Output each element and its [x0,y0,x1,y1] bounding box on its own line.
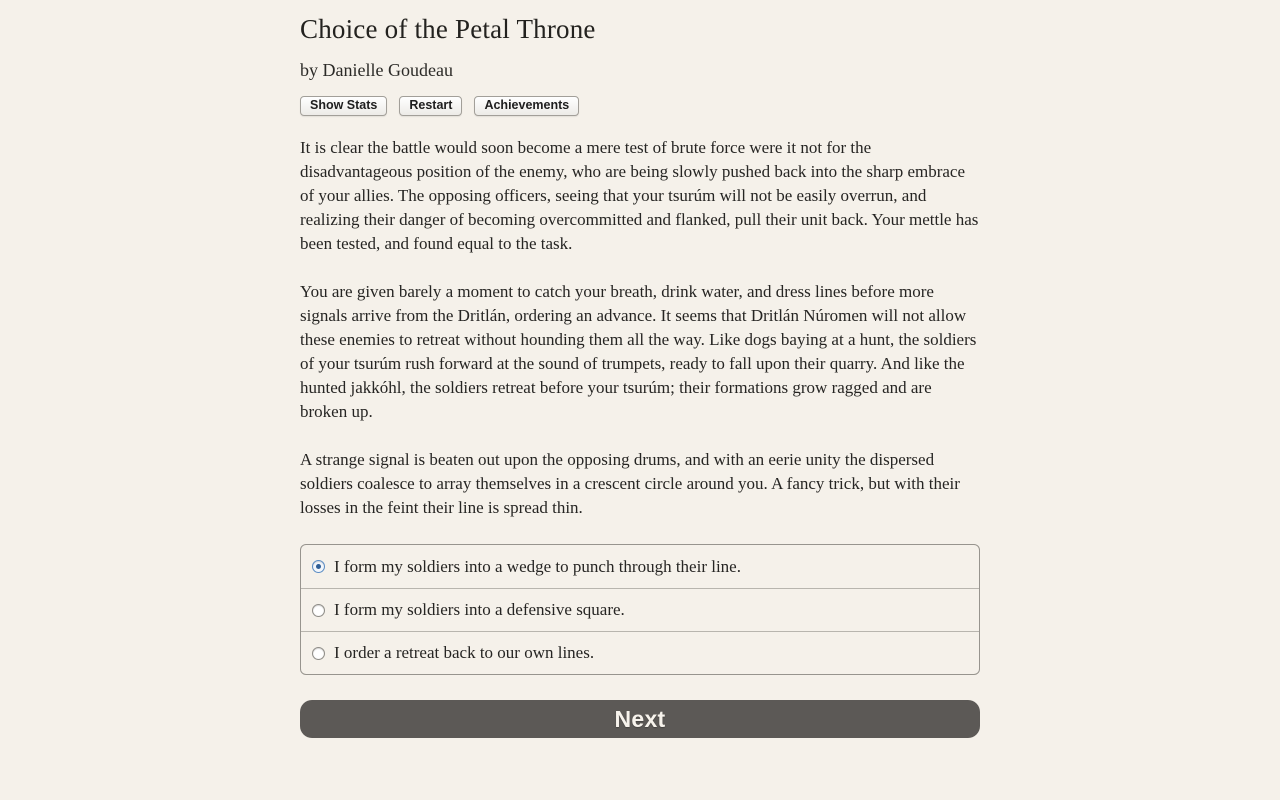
achievements-button[interactable]: Achievements [474,96,579,116]
show-stats-button[interactable]: Show Stats [300,96,387,116]
radio-button-icon[interactable] [312,560,325,573]
story-text [300,136,980,520]
choice-option-label: I form my soldiers into a defensive square. [334,600,625,619]
page-title: Choice of the Petal Throne [300,14,596,44]
choice-option-retreat[interactable] [301,631,979,674]
choice-list [300,544,980,675]
choice-option-square[interactable] [301,588,979,631]
story-paragraph: A strange signal is beaten out upon the opposing drums, and with an eerie unity the dispersed soldiers coalesce to array themselves in a crescent circle around you. A fancy trick, but with their losses in the feint their line is spread thin. [300,450,960,517]
choice-option-label: I order a retreat back to our own lines. [334,643,595,662]
next-button[interactable]: Next [300,700,980,738]
restart-button[interactable]: Restart [399,96,462,116]
author-byline: by Danielle Goudeau [300,60,453,80]
choice-option-wedge[interactable] [301,545,979,588]
story-paragraph: You are given barely a moment to catch your breath, drink water, and dress lines before more signals arrive from the Dritlán, ordering an advance. It seems that Dritlán Núromen will not allow these enemies to retreat without hounding them all the way. Like dogs baying at a hunt, the soldiers of your tsurúm rush forward at the sound of trumpets, ready to fall upon their quarry. And like the hunted jakkóhl, the soldiers retreat before your tsurúm; their formations grow ragged and are broken up. [300,282,977,421]
story-paragraph: It is clear the battle would soon become a mere test of brute force were it not for the disadvantageous position of the enemy, who are being slowly pushed back into the sharp embrace of your allies. The opposing officers, seeing that your tsurúm will not be easily overrun, and realizing their danger of becoming overcommitted and flanked, pull their unit back. Your mettle has been tested, and found equal to the task. [300,138,979,253]
radio-button-icon[interactable] [312,604,325,617]
game-page [300,0,980,738]
radio-button-icon[interactable] [312,647,325,660]
toolbar [300,96,980,116]
choice-option-label: I form my soldiers into a wedge to punch through their line. [334,556,741,576]
